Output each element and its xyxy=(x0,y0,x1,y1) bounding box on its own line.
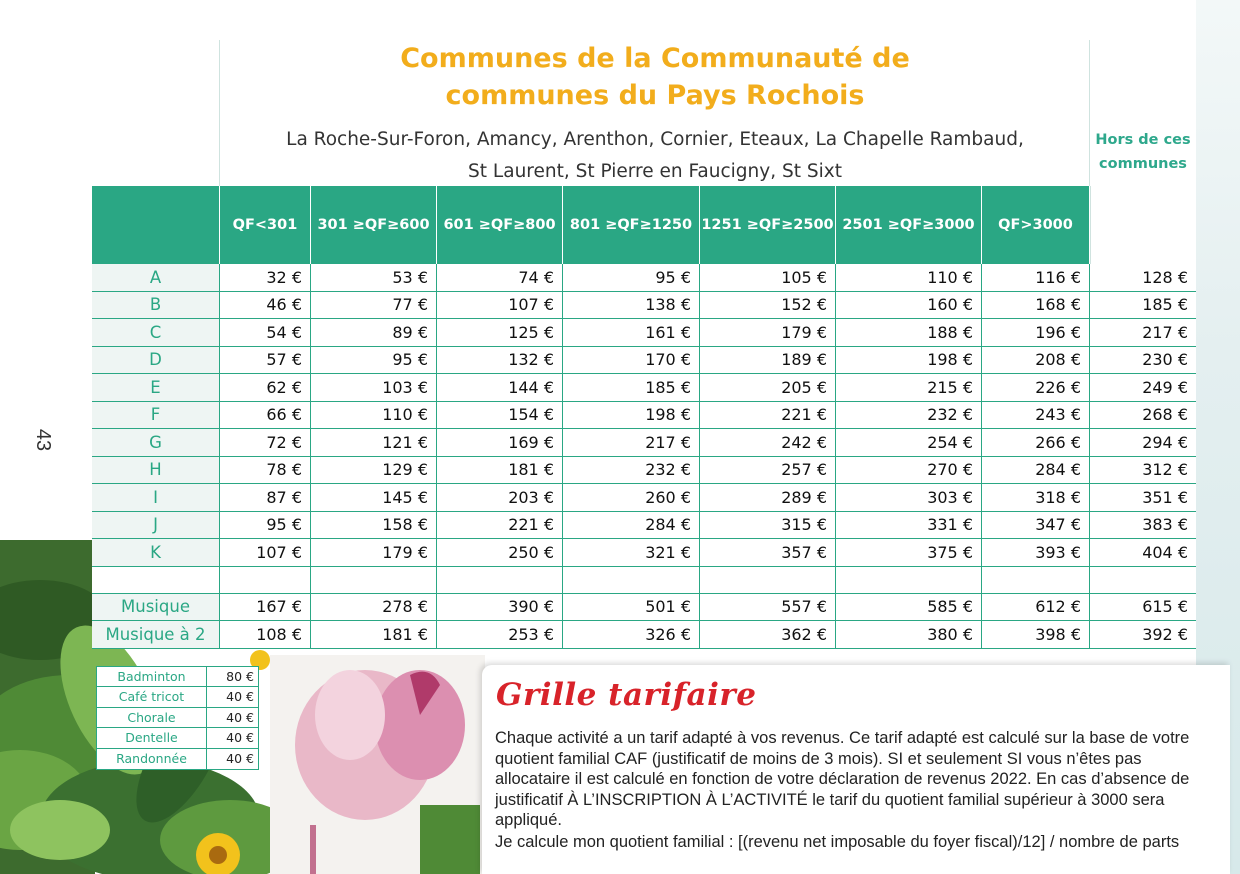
price-cell: 161 € xyxy=(563,319,700,346)
row-label: D xyxy=(92,347,220,374)
price-cell: 250 € xyxy=(437,539,563,566)
price-cell: 77 € xyxy=(311,292,437,319)
activity-row xyxy=(97,667,258,687)
table-row xyxy=(92,264,1196,292)
price-cell: 188 € xyxy=(836,319,982,346)
price-cell: 196 € xyxy=(982,319,1090,346)
table-row xyxy=(92,347,1196,375)
price-cell: 144 € xyxy=(437,374,563,401)
spacer-cell xyxy=(982,567,1090,593)
row-label: Musique à 2 xyxy=(92,621,220,648)
price-cell: 66 € xyxy=(220,402,311,429)
price-cell: 138 € xyxy=(563,292,700,319)
price-cell: 254 € xyxy=(836,429,982,456)
price-cell: 169 € xyxy=(437,429,563,456)
price-cell: 221 € xyxy=(437,512,563,539)
price-cell: 129 € xyxy=(311,457,437,484)
title-line-1: Communes de la Communauté de xyxy=(400,43,910,74)
activity-name: Dentelle xyxy=(97,728,207,747)
price-cell: 221 € xyxy=(700,402,836,429)
price-cell: 266 € xyxy=(982,429,1090,456)
price-cell: 284 € xyxy=(563,512,700,539)
activity-name: Randonnée xyxy=(97,749,207,769)
price-cell: 289 € xyxy=(700,484,836,511)
price-cell: 103 € xyxy=(311,374,437,401)
table-row xyxy=(92,292,1196,320)
price-cell: 198 € xyxy=(836,347,982,374)
activity-row xyxy=(97,728,258,748)
column-header: 601 ≥QF≥800 xyxy=(437,186,563,264)
price-cell: 321 € xyxy=(563,539,700,566)
price-cell: 74 € xyxy=(437,264,563,291)
activity-name: Badminton xyxy=(97,667,207,686)
price-cell: 242 € xyxy=(700,429,836,456)
spacer-cell xyxy=(311,567,437,593)
communes-line-1: La Roche-Sur-Foron, Amancy, Arenthon, Cornier, Eteaux, La Chapelle Rambaud, xyxy=(286,129,1024,150)
spacer-cell xyxy=(92,567,220,593)
price-cell: 110 € xyxy=(836,264,982,291)
column-header-blank xyxy=(92,186,220,264)
price-cell: 46 € xyxy=(220,292,311,319)
price-cell: 132 € xyxy=(437,347,563,374)
price-cell: 158 € xyxy=(311,512,437,539)
outside-line-1: Hors de ces xyxy=(1095,132,1191,148)
price-cell: 168 € xyxy=(982,292,1090,319)
price-cell: 217 € xyxy=(563,429,700,456)
price-cell: 270 € xyxy=(836,457,982,484)
price-cell: 32 € xyxy=(220,264,311,291)
price-cell: 315 € xyxy=(700,512,836,539)
column-header: 301 ≥QF≥600 xyxy=(311,186,437,264)
spacer-cell xyxy=(563,567,700,593)
price-cell: 268 € xyxy=(1142,405,1188,425)
column-header-row xyxy=(92,186,1196,264)
activity-price: 40 € xyxy=(226,750,254,766)
price-cell: 185 € xyxy=(563,374,700,401)
price-cell: 260 € xyxy=(563,484,700,511)
info-formula: Je calcule mon quotient familial : [(revenu net imposable du foyer fiscal)/12] / nombre de parts xyxy=(495,833,1180,851)
table-row xyxy=(92,402,1196,430)
price-cell: 95 € xyxy=(220,512,311,539)
price-cell: 404 € xyxy=(1142,542,1188,562)
price-cell: 89 € xyxy=(311,319,437,346)
title-line-2: communes du Pays Rochois xyxy=(445,80,865,111)
column-header: QF<301 xyxy=(220,186,311,264)
price-cell: 351 € xyxy=(1142,487,1188,507)
page-number: 43 xyxy=(32,428,54,452)
table-row xyxy=(92,484,1196,512)
price-cell: 326 € xyxy=(563,621,700,648)
table-row xyxy=(92,374,1196,402)
price-cell: 284 € xyxy=(982,457,1090,484)
table-row xyxy=(92,319,1196,347)
price-cell: 390 € xyxy=(437,594,563,621)
price-cell: 179 € xyxy=(700,319,836,346)
price-cell: 392 € xyxy=(1142,624,1188,644)
price-cell: 253 € xyxy=(437,621,563,648)
tariff-table xyxy=(92,186,1196,649)
outside-line-2: communes xyxy=(1099,156,1187,172)
price-cell: 198 € xyxy=(563,402,700,429)
price-cell: 232 € xyxy=(836,402,982,429)
activity-price: 40 € xyxy=(226,689,254,705)
row-label: B xyxy=(92,292,220,319)
info-title: Grille tarifaire xyxy=(496,677,757,713)
price-cell: 145 € xyxy=(311,484,437,511)
table-row xyxy=(92,512,1196,540)
activity-price: 40 € xyxy=(226,709,254,725)
price-cell: 612 € xyxy=(982,594,1090,621)
outside-communes-label xyxy=(1090,128,1196,176)
spacer-cell xyxy=(700,567,836,593)
table-row xyxy=(92,621,1196,649)
price-cell: 95 € xyxy=(563,264,700,291)
price-cell: 78 € xyxy=(220,457,311,484)
column-header: 801 ≥QF≥1250 xyxy=(563,186,700,264)
price-cell: 167 € xyxy=(220,594,311,621)
row-label: F xyxy=(92,402,220,429)
table-row xyxy=(92,457,1196,485)
price-cell: 215 € xyxy=(836,374,982,401)
price-cell: 57 € xyxy=(220,347,311,374)
activity-row xyxy=(97,749,258,769)
price-cell: 203 € xyxy=(437,484,563,511)
row-label: H xyxy=(92,457,220,484)
row-label: C xyxy=(92,319,220,346)
column-header: 1251 ≥QF≥2500 xyxy=(700,186,836,264)
price-cell: 501 € xyxy=(563,594,700,621)
activities-table xyxy=(96,666,259,770)
price-cell: 243 € xyxy=(982,402,1090,429)
price-cell: 362 € xyxy=(700,621,836,648)
price-cell: 585 € xyxy=(836,594,982,621)
price-cell: 185 € xyxy=(1142,295,1188,315)
spacer-cell xyxy=(220,567,311,593)
activity-price: 40 € xyxy=(226,730,254,746)
price-cell: 217 € xyxy=(1142,322,1188,342)
row-label: G xyxy=(92,429,220,456)
price-cell: 170 € xyxy=(563,347,700,374)
price-cell: 230 € xyxy=(1142,350,1188,370)
spacer-cell xyxy=(437,567,563,593)
price-cell: 189 € xyxy=(700,347,836,374)
price-cell: 108 € xyxy=(220,621,311,648)
column-header: QF>3000 xyxy=(982,186,1090,264)
price-cell: 393 € xyxy=(982,539,1090,566)
table-row xyxy=(92,539,1196,567)
spacer-cell xyxy=(1090,567,1196,593)
row-label: E xyxy=(92,374,220,401)
price-cell: 152 € xyxy=(700,292,836,319)
table-row xyxy=(92,594,1196,622)
price-cell: 95 € xyxy=(311,347,437,374)
table-header-block xyxy=(92,40,1196,186)
price-cell: 232 € xyxy=(563,457,700,484)
tariff-body xyxy=(92,264,1196,649)
row-label: J xyxy=(92,512,220,539)
info-paragraph: Chaque activité a un tarif adapté à vos revenus. Ce tarif adapté est calculé sur la base de votre quotient familial CAF (justificatif de moins de 3 mois). SI et seulement SI vous n’êtes pas allocataire il est calculé en fonction de votre déclaration de revenus 2022. En cas d’absence de justificatif À L’INSCRIPTION À L’ACTIVITÉ le tarif du quotient familial supérieur à 3000 sera appliqué. xyxy=(495,729,1190,829)
price-cell: 375 € xyxy=(836,539,982,566)
price-cell: 128 € xyxy=(1142,267,1188,287)
table-row xyxy=(92,429,1196,457)
row-label: K xyxy=(92,539,220,566)
price-cell: 357 € xyxy=(700,539,836,566)
price-cell: 557 € xyxy=(700,594,836,621)
price-cell: 398 € xyxy=(982,621,1090,648)
price-cell: 116 € xyxy=(982,264,1090,291)
price-cell: 62 € xyxy=(220,374,311,401)
price-cell: 615 € xyxy=(1142,597,1188,617)
activity-name: Café tricot xyxy=(97,687,207,706)
price-cell: 347 € xyxy=(982,512,1090,539)
price-cell: 331 € xyxy=(836,512,982,539)
row-label: Musique xyxy=(92,594,220,621)
communes-list xyxy=(220,124,1090,188)
price-cell: 226 € xyxy=(982,374,1090,401)
price-cell: 72 € xyxy=(220,429,311,456)
flamingo-image xyxy=(270,655,485,874)
page-title xyxy=(220,40,1090,114)
spacer-row xyxy=(92,567,1196,594)
price-cell: 249 € xyxy=(1142,377,1188,397)
price-cell: 318 € xyxy=(982,484,1090,511)
price-cell: 54 € xyxy=(220,319,311,346)
price-cell: 303 € xyxy=(836,484,982,511)
price-cell: 87 € xyxy=(220,484,311,511)
price-cell: 53 € xyxy=(311,264,437,291)
info-box xyxy=(482,665,1230,874)
price-cell: 105 € xyxy=(700,264,836,291)
price-cell: 208 € xyxy=(982,347,1090,374)
price-cell: 181 € xyxy=(311,621,437,648)
activity-row xyxy=(97,687,258,707)
communes-line-2: St Laurent, St Pierre en Faucigny, St Sixt xyxy=(468,161,842,182)
price-cell: 121 € xyxy=(311,429,437,456)
price-cell: 107 € xyxy=(437,292,563,319)
price-cell: 160 € xyxy=(836,292,982,319)
price-cell: 257 € xyxy=(700,457,836,484)
price-cell: 294 € xyxy=(1142,432,1188,452)
price-cell: 205 € xyxy=(700,374,836,401)
price-cell: 181 € xyxy=(437,457,563,484)
price-cell: 107 € xyxy=(220,539,311,566)
price-cell: 179 € xyxy=(311,539,437,566)
activity-price: 80 € xyxy=(226,669,254,684)
spacer-cell xyxy=(836,567,982,593)
row-label: A xyxy=(92,264,220,291)
price-cell: 383 € xyxy=(1142,515,1188,535)
price-cell: 278 € xyxy=(311,594,437,621)
price-cell: 154 € xyxy=(437,402,563,429)
price-cell: 312 € xyxy=(1142,460,1188,480)
activity-row xyxy=(97,708,258,728)
column-header: 2501 ≥QF≥3000 xyxy=(836,186,982,264)
price-cell: 380 € xyxy=(836,621,982,648)
price-cell: 110 € xyxy=(311,402,437,429)
activity-name: Chorale xyxy=(97,708,207,727)
row-label: I xyxy=(92,484,220,511)
column-header-blank xyxy=(1090,186,1196,264)
price-cell: 125 € xyxy=(437,319,563,346)
